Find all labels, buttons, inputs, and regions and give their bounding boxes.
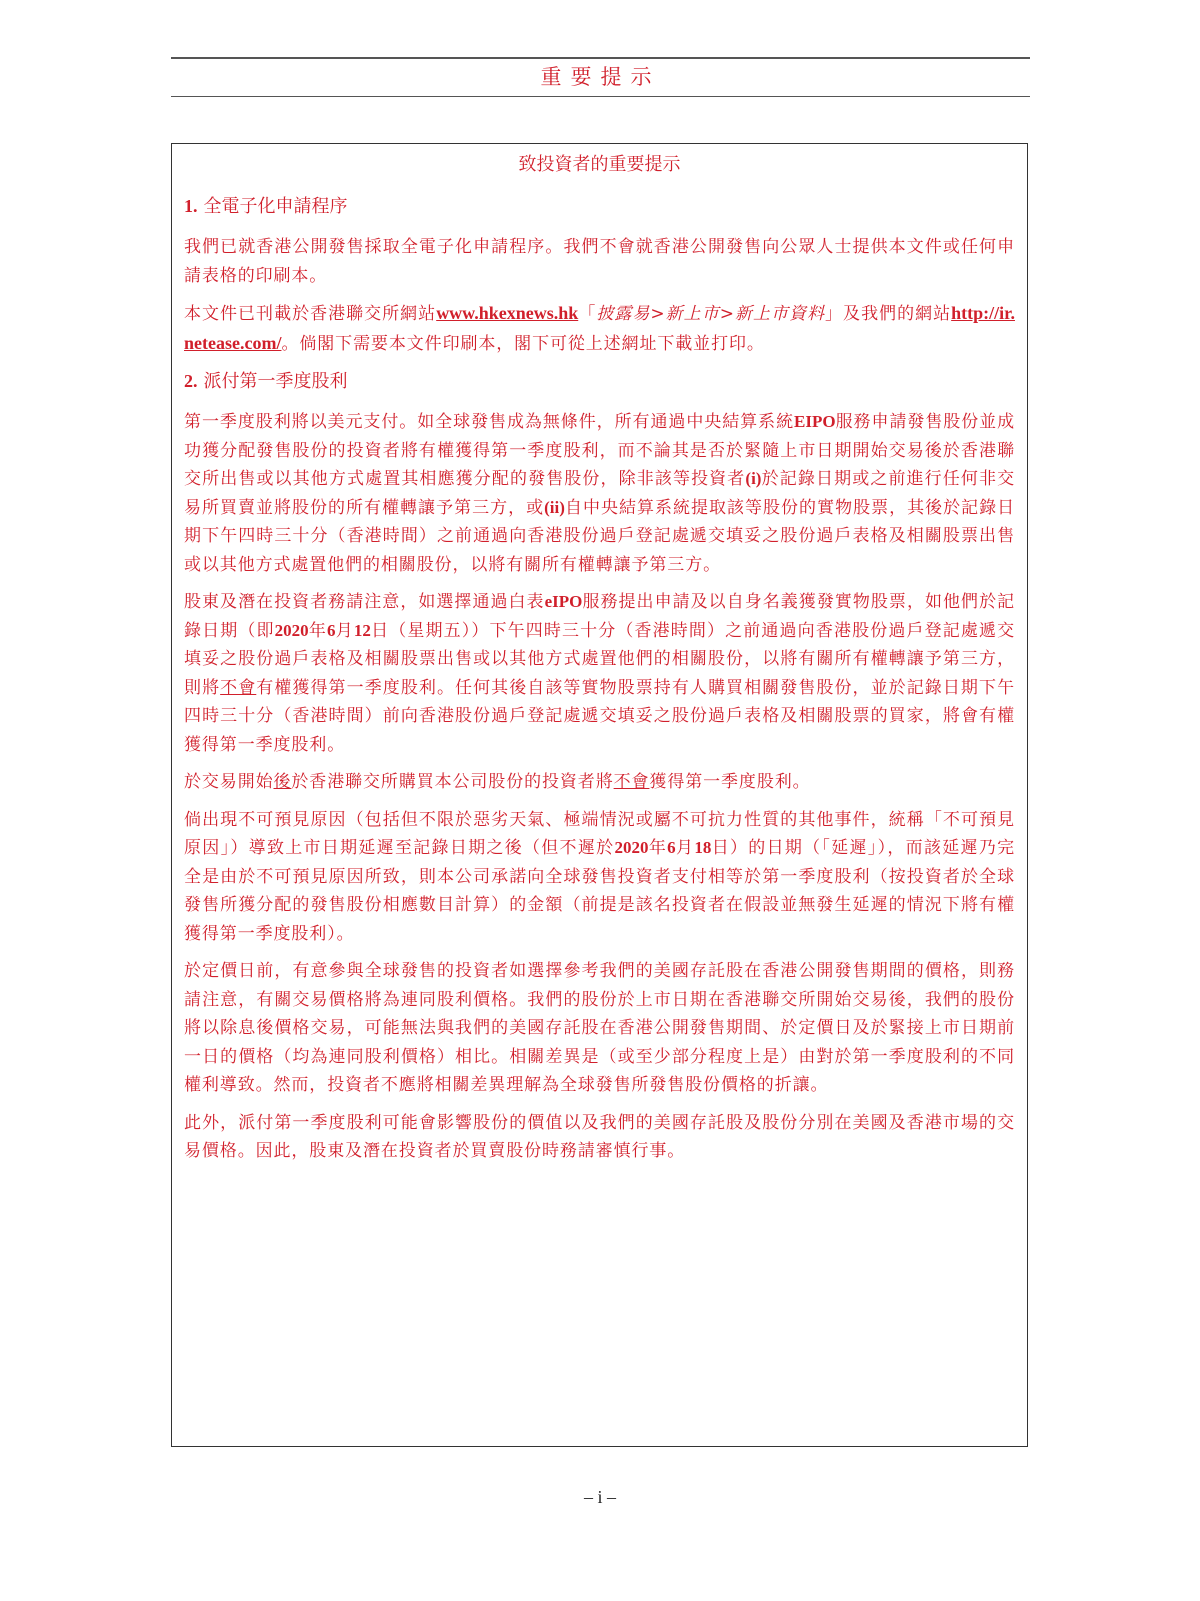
header-bottom-rule xyxy=(171,96,1030,97)
investor-notice-box xyxy=(171,143,1028,1447)
underlined-text: 後 xyxy=(273,772,292,792)
bold-text: eIPO xyxy=(544,592,583,611)
section-heading xyxy=(184,367,1015,396)
paragraph xyxy=(184,1109,1015,1166)
text-segment: 倘出現不可預見原因（包括但不限於惡劣天氣、極端情況或屬不可抗力性質的其他事件，統稱「不可預見原因」）導致上市日期延遲至記錄日期之後（但不遲於 xyxy=(184,809,1015,858)
section-title: 派付第一季度股利 xyxy=(203,371,348,392)
text-segment: 日）的日期（「延遲」），而該延遲乃完全是由於不可預見原因所致，則本公司承諾向全球發售投資者支付相等於第一季度股利（按投資者於全球發售所獲分配的發售股份相應數目計算）的金額（前提是該名投資者在假設並無發生延遲的情況下將有權獲得第一季度股利）。 xyxy=(184,838,1016,944)
underlined-text: 不會 xyxy=(613,772,650,792)
text-segment: 我們已就香港公開發售採取全電子化申請程序。我們不會就香港公開發售向公眾人士提供本文件或任何申請表格的印刷本。 xyxy=(184,237,1015,286)
section-number: 2. xyxy=(184,371,198,391)
text-segment: 股東及潛在投資者務請注意，如選擇通過白表 xyxy=(184,592,545,612)
text-segment: 年 xyxy=(308,620,328,641)
text-segment: 。倘閣下需要本文件印刷本，閣下可從上述網址下載並打印。 xyxy=(281,333,765,354)
text-segment: 於交易開始 xyxy=(184,772,274,792)
bold-text: 2020 xyxy=(274,620,309,640)
text-segment: 有權獲得第一季度股利。任何其後自該等實物股票持有人購買相關發售股份，並於記錄日期下午四時三十分（香港時間）前向香港股份過戶登記處遞交填妥之股份過戶表格及相關股票的買家，將會有權獲得第一季度股利。 xyxy=(184,677,1015,755)
underlined-text: 不會 xyxy=(220,677,257,698)
page-header-title: 重要提示 xyxy=(540,65,661,89)
bold-text: 12 xyxy=(353,620,371,640)
italic-text: 披露易>新上市>新上市資料 xyxy=(596,304,826,324)
text-segment: 於香港聯交所購買本公司股份的投資者將 xyxy=(291,772,614,792)
header-top-rule xyxy=(171,57,1030,59)
bold-text: 18 xyxy=(694,838,712,857)
bold-text: (ii) xyxy=(544,497,565,517)
paragraph xyxy=(184,408,1015,579)
text-segment: 服務申請發售股份並成功獲分配發售股份的投資者將有權獲得第一季度股利，而不論其是否於緊隨上市日期開始交易後於香港聯交所出售或以其他方式處置其相應獲分配的發售股份，除非該等投資者 xyxy=(184,412,1015,489)
page-number: – i – xyxy=(583,1487,616,1507)
text-segment: 月 xyxy=(335,620,354,641)
link-text[interactable]: http://ir.netease.com/ xyxy=(184,303,1015,353)
paragraph xyxy=(184,299,1015,358)
text-segment: 於定價日前，有意參與全球發售的投資者如選擇參考我們的美國存託股在香港公開發售期間的價格，則務請注意，有關交易價格將為連同股利價格。我們的股份於上市日期在香港聯交所開始交易後，我們的股份將以除息後價格交易，可能無法與我們的美國存託股在香港公開發售期間、於定價日及於緊接上市日期前一日的價格（均為連同股利價格）相比。相關差異是（或至少部分程度上是）由對於第一季度股利的不同權利導致。然而，投資者不應將相關差異理解為全球發售所發售股份價格的折讓。 xyxy=(184,961,1015,1095)
bold-text: 6 xyxy=(327,620,336,640)
text-segment: 服務提出申請及以自身名義獲發實物股票，如他們於記錄日期（即 xyxy=(184,592,1016,641)
text-segment: 」及我們的網站 xyxy=(825,304,952,324)
text-segment: 自中央結算系統提取該等股份的實物股票，其後於記錄日期下午四時三十分（香港時間）之前通過向香港股份過戶登記處遞交填妥之股份過戶表格及相關股票出售或以其他方式處置他們的相關股份，以將有關所有權轉讓予第三方。 xyxy=(184,497,1016,575)
bold-text: (i) xyxy=(745,469,762,488)
notice-box-title: 致投資者的重要提示 xyxy=(518,154,681,175)
paragraph xyxy=(184,233,1015,290)
text-segment: 獲得第一季度股利。 xyxy=(649,772,811,792)
section-number: 1. xyxy=(184,196,198,216)
bold-text: EIPO xyxy=(794,412,836,431)
text-segment: 「 xyxy=(578,304,597,324)
bold-text: 6 xyxy=(667,838,676,857)
section-electronic-application xyxy=(184,192,1015,358)
text-segment: 本文件已刊載於香港聯交所網站 xyxy=(184,304,437,324)
text-segment: 月 xyxy=(675,838,695,858)
section-first-quarter-dividend xyxy=(184,367,1015,1166)
paragraph xyxy=(184,806,1015,949)
link-text[interactable]: www.hkexnews.hk xyxy=(436,303,579,323)
text-segment: 第一季度股利將以美元支付。如全球發售成為無條件，所有通過中央結算系統 xyxy=(184,412,795,432)
text-segment: 此外，派付第一季度股利可能會影響股份的價值以及我們的美國存託股及股份分別在美國及香港市場的交易價格。因此，股東及潛在投資者於買賣股份時務請審慎行事。 xyxy=(184,1112,1015,1161)
text-segment: 於記錄日期或之前進行任何非交易所買賣並將股份的所有權轉讓予第三方，或 xyxy=(184,469,1015,518)
paragraph xyxy=(184,957,1015,1100)
text-segment: 日（星期五））下午四時三十分（香港時間）之前通過向香港股份過戶登記處遞交填妥之股份過戶表格及相關股票出售或以其他方式處置他們的相關股份，以將有關所有權轉讓予第三方，則將 xyxy=(184,620,1015,698)
bold-text: 2020 xyxy=(614,838,649,857)
section-title: 全電子化申請程序 xyxy=(203,196,348,217)
text-segment: 年 xyxy=(648,838,668,858)
paragraph xyxy=(184,588,1015,759)
paragraph xyxy=(184,768,1015,797)
section-heading xyxy=(184,192,1015,221)
